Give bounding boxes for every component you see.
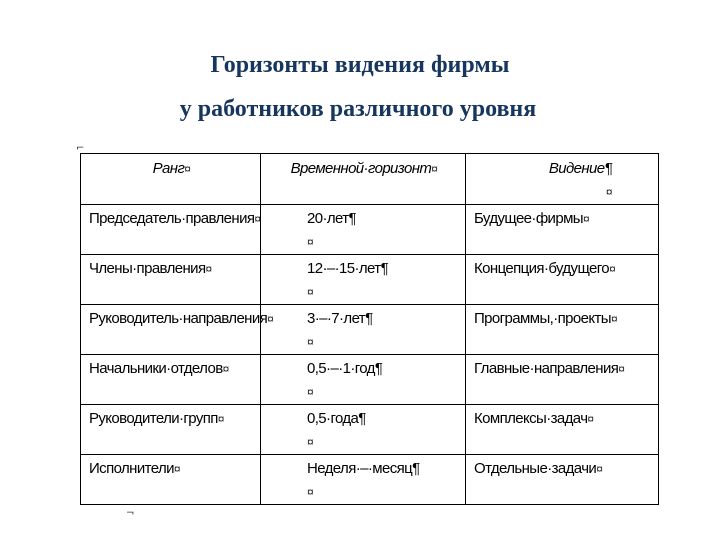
slide-title-line-1: Горизонты видения фирмы: [210, 52, 510, 78]
horizon-cell: [261, 255, 466, 305]
header-vision-label: Видение¶: [548, 160, 612, 177]
cell-end-mark: ¤: [431, 162, 438, 176]
rank-cell: [81, 355, 261, 405]
cell-end-mark: ¤: [582, 212, 590, 226]
table-row: [81, 305, 659, 355]
header-rank-cell: [81, 154, 261, 205]
corner-mark-bottom-left: ¬: [126, 508, 135, 519]
cell-end-mark: ¤: [610, 312, 618, 326]
vision-text: Главные·направления: [474, 360, 619, 377]
cell-end-mark: ¤: [307, 385, 314, 399]
rank-cell: [81, 255, 261, 305]
vision-cell: [466, 305, 659, 355]
cell-end-mark: ¤: [596, 462, 603, 476]
cell-end-mark: ¤: [307, 485, 314, 499]
rank-text: Начальники·отделов: [89, 360, 223, 377]
vision-text: Отдельные·задачи: [474, 460, 597, 477]
rank-text: Исполнители: [89, 460, 174, 477]
vision-text: Программы,·проекты: [474, 310, 611, 327]
rank-text: Члены·правления: [89, 260, 206, 277]
rank-cell: [81, 305, 274, 355]
horizon-text: 0,5·года¶: [307, 410, 366, 427]
cell-end-mark: ¤: [618, 362, 625, 376]
cell-end-mark: ¤: [587, 412, 594, 426]
header-vision-cell: [466, 154, 659, 205]
rank-text: Председатель·правления: [89, 210, 255, 227]
cell-end-mark: ¤: [217, 412, 224, 426]
horizon-text: 3·–·7·лет¶: [307, 310, 373, 327]
vision-cell: [466, 455, 659, 505]
horizon-text: 12·–·15·лет¶: [307, 260, 389, 277]
horizon-cell: [261, 405, 466, 455]
vision-cell: [466, 355, 659, 405]
rank-cell: [81, 205, 261, 255]
cell-end-mark: ¤: [307, 285, 314, 299]
cell-end-mark: ¤: [307, 335, 314, 349]
cell-end-mark: ¤: [267, 312, 274, 326]
vision-cell: [466, 255, 659, 305]
table-row: [81, 405, 659, 455]
vision-text: Комплексы·задач: [474, 410, 588, 427]
cell-end-mark: ¤: [609, 262, 616, 276]
table-header-row: [81, 154, 659, 205]
table-row: [81, 255, 659, 305]
vision-cell: [466, 205, 659, 255]
cell-end-mark: ¤: [173, 462, 180, 476]
horizon-cell: [261, 455, 466, 505]
horizons-table: [80, 153, 659, 505]
vision-text: Будущее·фирмы: [474, 210, 583, 227]
horizon-cell: [261, 355, 466, 405]
cell-end-mark: ¤: [605, 185, 612, 199]
rank-text: Руководители·групп: [89, 410, 218, 427]
rank-text: Руководитель·направления: [89, 310, 268, 327]
cell-end-mark: ¤: [184, 162, 191, 176]
horizon-text: Неделя·–·месяц¶: [307, 460, 420, 477]
slide-title-line-2: у работников различного уровня: [179, 96, 537, 122]
cell-end-mark: ¤: [222, 362, 229, 376]
horizon-cell: [261, 205, 466, 255]
corner-mark-top-left: ⌐: [76, 143, 85, 154]
horizon-text: 0,5·–·1·год¶: [307, 360, 383, 377]
vision-text: Концепция·будущего: [474, 260, 610, 277]
vision-cell: [466, 405, 659, 455]
table-row: [81, 355, 659, 405]
cell-end-mark: ¤: [307, 435, 314, 449]
rank-cell: [81, 405, 261, 455]
table-row: [81, 205, 659, 255]
horizon-text: 20·лет¶: [307, 210, 357, 227]
cell-end-mark: ¤: [254, 212, 261, 226]
header-horizon-label: Временной·горизонт: [290, 160, 432, 177]
header-horizon-cell: [261, 154, 466, 205]
table-row: [81, 455, 659, 505]
cell-end-mark: ¤: [307, 235, 314, 249]
header-rank-label: Ранг: [152, 160, 185, 177]
cell-end-mark: ¤: [205, 262, 212, 276]
horizon-cell: [261, 305, 466, 355]
rank-cell: [81, 455, 261, 505]
